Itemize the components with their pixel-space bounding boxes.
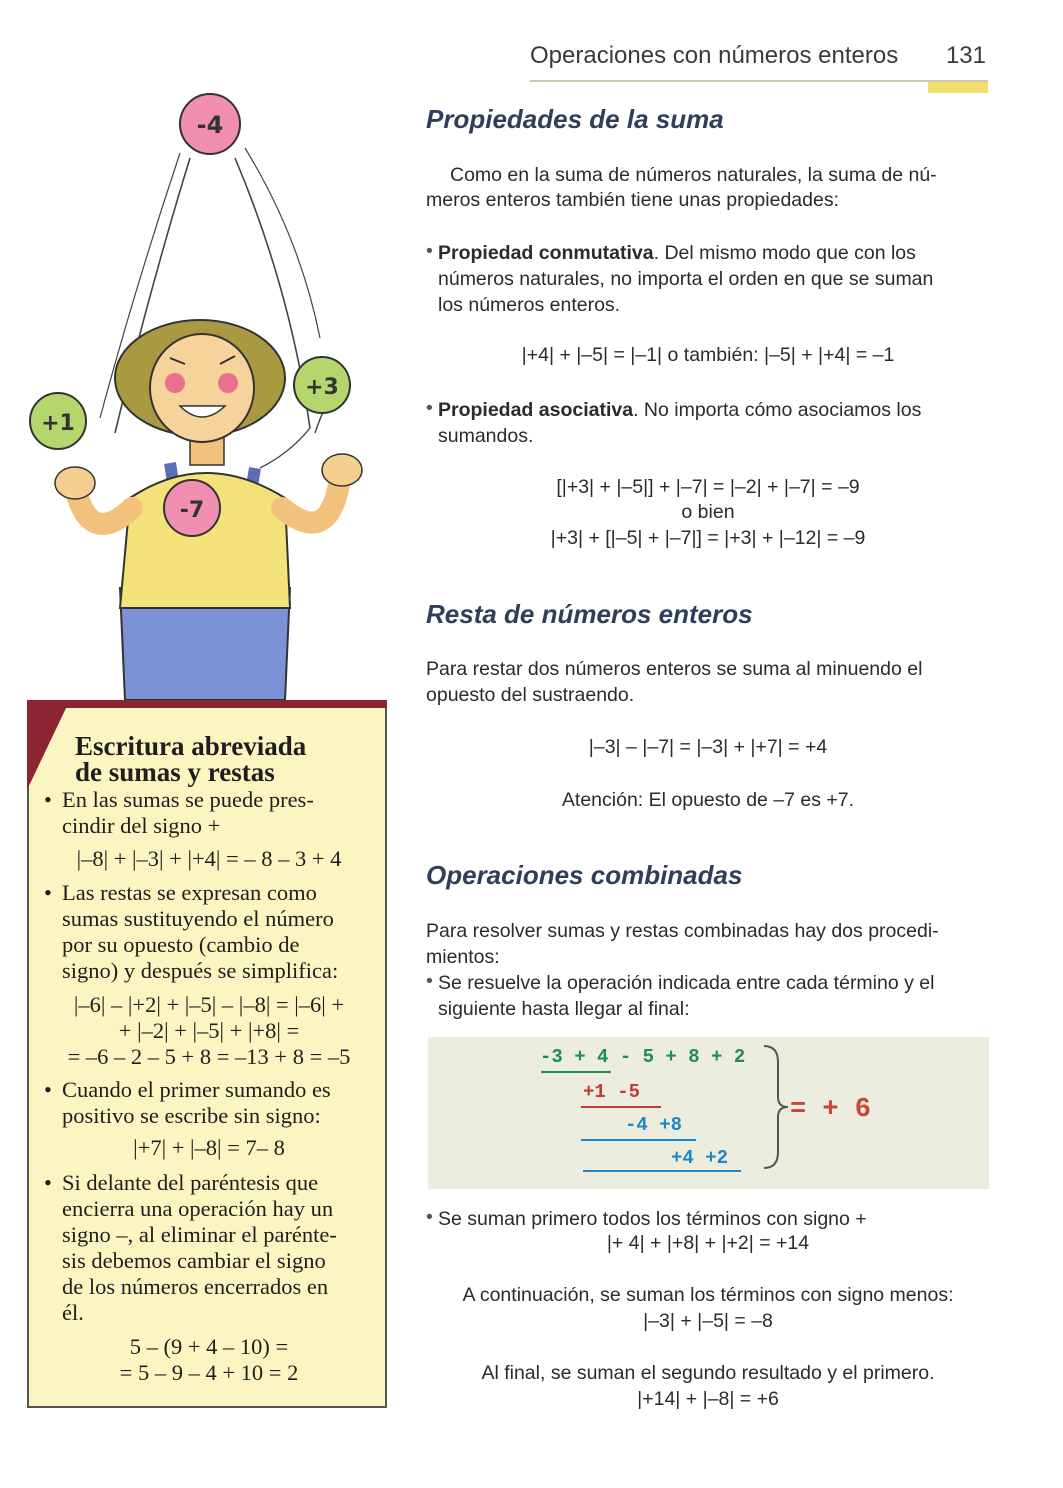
paragraph-line: sumandos.: [438, 425, 534, 447]
note: Atención: El opuesto de –7 es +7.: [561, 789, 855, 811]
section-title: Operaciones combinadas: [426, 860, 743, 890]
paragraph-line: A continuación, se suman los términos con signo menos:: [462, 1284, 954, 1306]
sidebox-text: signo) y después se simplifica:: [62, 958, 339, 983]
paragraph-line: Se resuelve la operación indicada entre cada término y el: [438, 972, 935, 994]
sidebox-title: Escritura abreviada: [75, 731, 307, 761]
sidebox-text: sumas sustituyendo el número: [62, 906, 334, 931]
bullet: •: [426, 970, 433, 992]
sidebox-top-stripe: [27, 700, 387, 708]
formula: |+4| + |–5| = |–1| o también: |–5| + |+4| = –1: [521, 344, 895, 366]
running-header: [530, 42, 990, 72]
paragraph-line: Para restar dos números enteros se suma al minuendo el: [426, 658, 923, 680]
header-accent-bar: [928, 82, 988, 93]
paragraph-line: opuesto del sustraendo.: [426, 684, 635, 706]
paragraph-line: siguiente hasta llegar al final:: [438, 998, 690, 1020]
formula: |–3| – |–7| = |–3| + |+7| = +4: [588, 736, 828, 758]
sidebox-text: cindir del signo +: [62, 813, 221, 838]
bullet: •: [426, 1206, 433, 1228]
sidebox-text: signo –, al eliminar el parénte-: [62, 1222, 337, 1247]
paragraph-line: [438, 397, 921, 423]
formula: |+14| + |–8| = +6: [637, 1388, 779, 1410]
sidebox-text: Las restas se expresan como: [62, 880, 317, 905]
sidebox-formula: |+7| + |–8| = 7– 8: [133, 1135, 285, 1160]
paragraph-line: Se suman primero todos los términos con signo +: [438, 1208, 867, 1230]
calc-row: -3 + 4 - 5 + 8 + 2: [540, 1046, 746, 1068]
paragraph-line: números naturales, no importa el orden en que se suman: [438, 268, 934, 290]
bullet: •: [426, 397, 433, 419]
calc-row: -4 +8: [625, 1114, 683, 1136]
formula: |–3| + |–5| = –8: [643, 1310, 773, 1332]
sidebox-formula: 5 – (9 + 4 – 10) =: [129, 1334, 289, 1359]
sidebox-text: Cuando el primer sumando es: [62, 1077, 331, 1102]
sidebox-text: sis debemos cambiar el signo: [62, 1248, 326, 1273]
sidebox-bullet: •: [44, 1077, 52, 1102]
sidebox-text: de los números encerrados en: [62, 1274, 329, 1299]
ball-label: -4: [196, 111, 224, 139]
page-number: 131: [945, 42, 986, 69]
paragraph-line: Al final, se suman el segundo resultado y el primero.: [481, 1362, 935, 1384]
right-brace: [760, 1042, 790, 1172]
formula: |+ 4| + |+8| + |+2| = +14: [606, 1232, 810, 1254]
paragraph-line: mientos:: [426, 946, 500, 968]
sidebox-bullet: •: [44, 880, 52, 905]
ball-label: +3: [305, 375, 339, 400]
sidebox-formula: + |–2| + |–5| + |+8| =: [118, 1018, 300, 1043]
paragraph-line: Para resolver sumas y restas combinadas hay dos procedi-: [426, 920, 939, 942]
formula-connector: o bien: [681, 501, 735, 523]
calc-underline: [583, 1170, 741, 1172]
sidebox-formula: |–6| – |+2| + |–5| – |–8| = |–6| +: [73, 992, 345, 1017]
calc-row: +4 +2: [671, 1147, 729, 1169]
term-label: Propiedad asociativa: [438, 399, 634, 421]
sidebox-corner-decoration: [27, 706, 67, 790]
sidebox-bullet: •: [44, 787, 52, 812]
calc-underline: [581, 1139, 696, 1141]
calc-row: +1 -5: [583, 1081, 641, 1103]
sidebox-text: positivo se escribe sin signo:: [62, 1103, 321, 1128]
calc-underline: [541, 1071, 611, 1073]
paragraph-line: Como en la suma de números naturales, la suma de nú-: [450, 164, 937, 186]
paragraph-line: meros enteros también tiene unas propiedades:: [426, 189, 840, 211]
section-title: Resta de números enteros: [426, 599, 753, 629]
sidebox-formula: = –6 – 2 – 5 + 8 = –13 + 8 = –5: [67, 1044, 351, 1069]
formula: |+3| + [|–5| + |–7|] = |+3| + |–12| = –9: [550, 527, 866, 549]
ball-label: -7: [179, 498, 205, 523]
term-label: Propiedad conmutativa: [438, 242, 654, 264]
paragraph-text: . No importa cómo asociamos los: [633, 399, 922, 421]
paragraph-line: los números enteros.: [438, 294, 621, 316]
ball-label: +1: [41, 411, 75, 436]
header-title: Operaciones con números enteros: [530, 42, 899, 69]
formula: [|+3| + |–5|] + |–7| = |–2| + |–7| = –9: [556, 476, 860, 498]
calc-result: = + 6: [790, 1095, 872, 1125]
juggler-illustration: [20, 88, 390, 700]
header-rule: [530, 80, 988, 82]
section-title: Propiedades de la suma: [426, 104, 724, 134]
sidebox-formula: = 5 – 9 – 4 + 10 = 2: [119, 1360, 299, 1385]
sidebox-formula: |–8| + |–3| + |+4| = – 8 – 3 + 4: [76, 846, 342, 871]
calc-underline: [581, 1106, 661, 1108]
bullet: •: [426, 240, 433, 262]
sidebox-text: por su opuesto (cambio de: [62, 932, 300, 957]
sidebox-text: Si delante del paréntesis que: [62, 1170, 319, 1195]
sidebox-bullet: •: [44, 1170, 52, 1195]
sidebox-text: En las sumas se puede pres-: [62, 787, 314, 812]
paragraph-line: [438, 240, 916, 266]
paragraph-text: . Del mismo modo que con los: [653, 242, 916, 264]
sidebox-title: de sumas y restas: [75, 757, 275, 787]
sidebox-text: él.: [62, 1300, 84, 1325]
sidebox-text: encierra una operación hay un: [62, 1196, 334, 1221]
